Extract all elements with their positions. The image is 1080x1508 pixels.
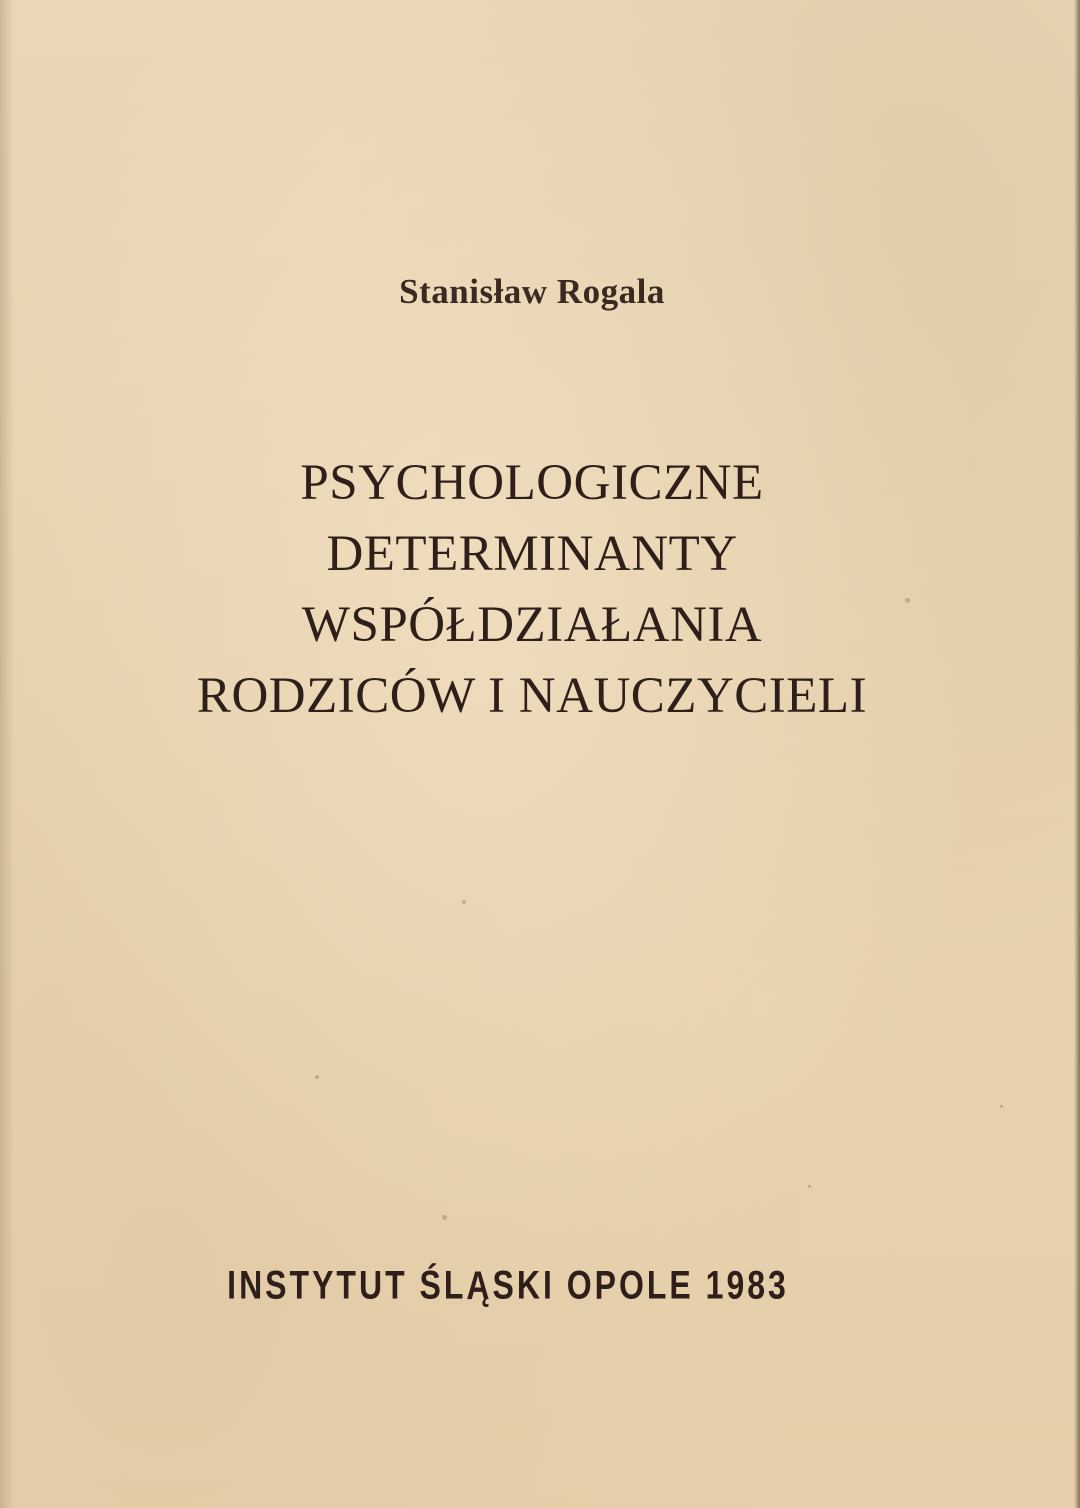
cover-right-edge — [1074, 0, 1080, 1508]
book-title — [0, 448, 1064, 732]
paper-speck — [462, 900, 466, 904]
title-line: PSYCHOLOGICZNE — [300, 455, 764, 511]
title-line: WSPÓŁDZIAŁANIA — [301, 597, 763, 653]
paper-speck — [808, 1185, 811, 1188]
paper-speck — [442, 1215, 447, 1220]
author-name: Stanisław Rogala — [399, 272, 665, 311]
paper-speck — [1000, 1105, 1003, 1108]
publisher-imprint: INSTYTUT ŚLĄSKI OPOLE 1983 — [227, 1262, 789, 1307]
paper-speck — [315, 1075, 319, 1079]
title-line: DETERMINANTY — [326, 526, 738, 582]
title-line: RODZICÓW I NAUCZYCIELI — [196, 668, 868, 724]
